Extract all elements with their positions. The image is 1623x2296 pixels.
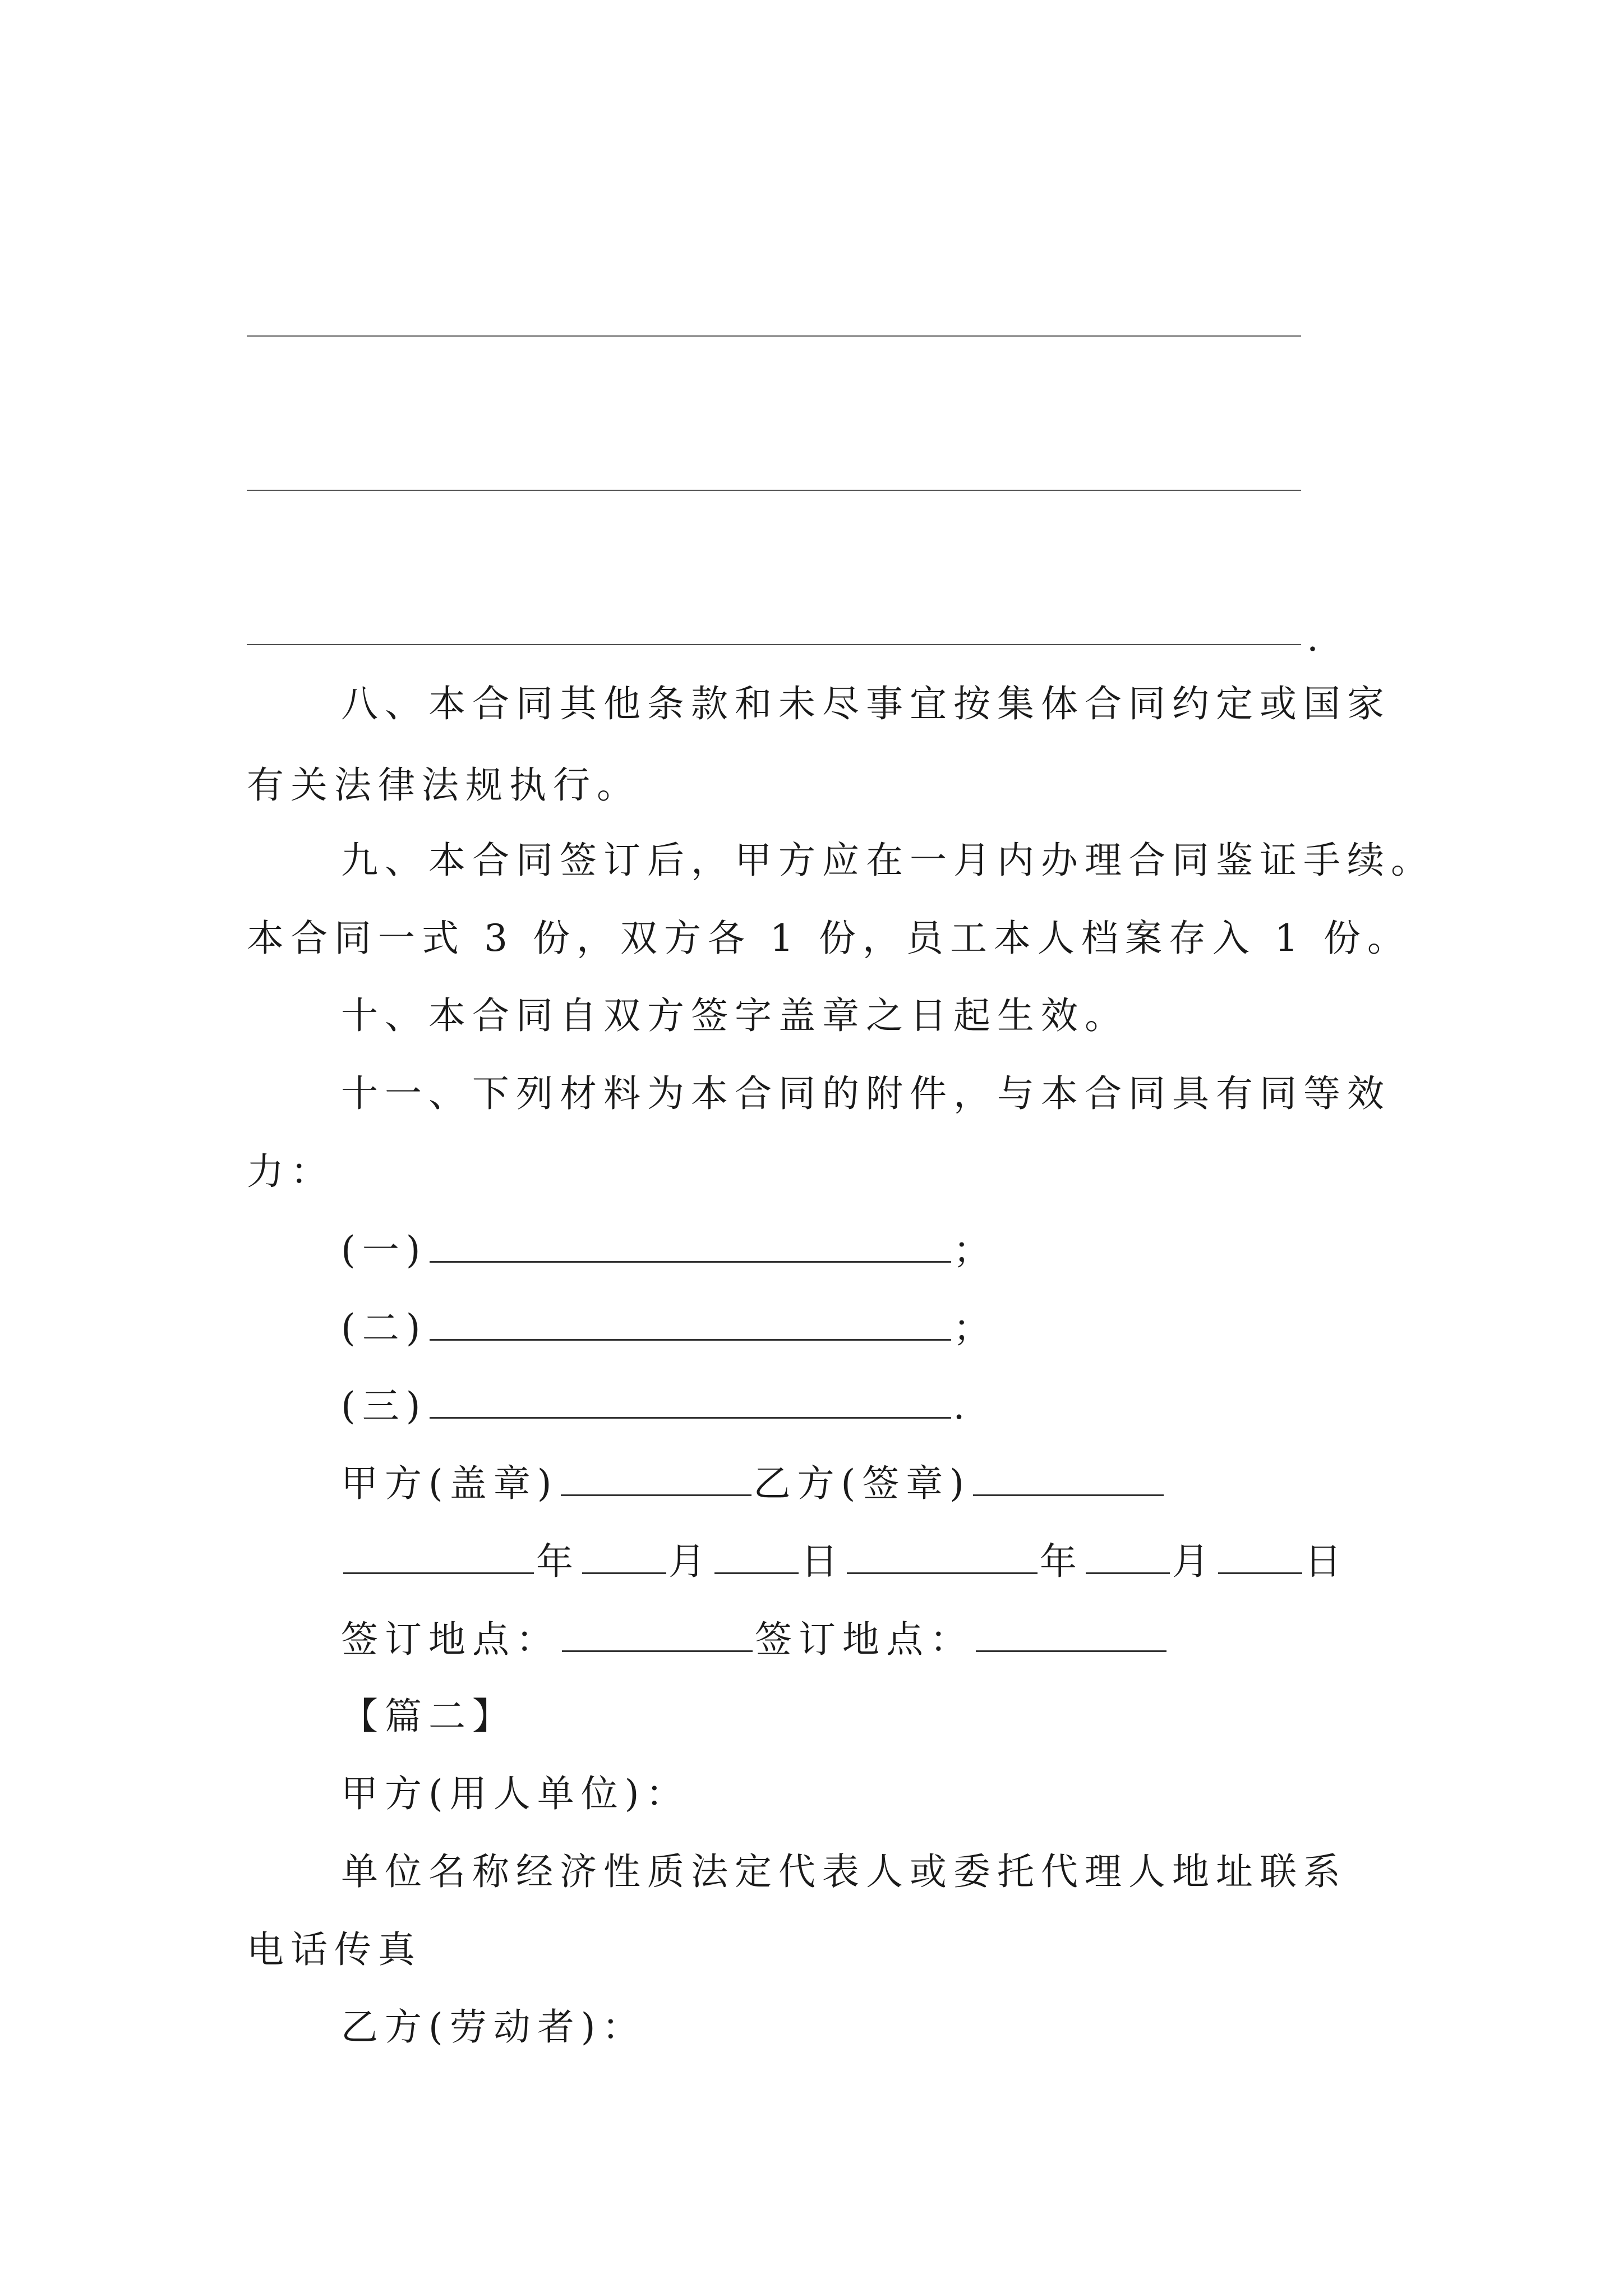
party-a-day-label: 日 (801, 1540, 845, 1583)
attachment-2-label: (二) (341, 1306, 427, 1350)
party-a-seal-label: 甲方(盖章) (341, 1462, 559, 1505)
party-b-month-label: 月 (1172, 1540, 1216, 1583)
attachment-1-blank (430, 1231, 951, 1263)
signature-date-row (341, 1540, 1348, 1583)
party-b-place-label: 签订地点： (755, 1618, 974, 1661)
signature-parties-row (341, 1462, 1166, 1505)
section-2-unit-info-line-1: 单位名称经济性质法定代表人或委托代理人地址联系 (341, 1850, 1347, 1893)
attachment-2-end: ； (953, 1306, 997, 1350)
party-b-sign-blank (973, 1464, 1164, 1496)
party-b-year-label: 年 (1040, 1540, 1083, 1583)
party-a-year-blank (343, 1542, 534, 1574)
clause-8-line-1: 八、本合同其他条款和未尽事宜按集体合同约定或国家 (341, 682, 1391, 725)
clause-11-line-1: 十一、下列材料为本合同的附件，与本合同具有同等效 (341, 1072, 1391, 1115)
party-a-seal-blank (561, 1464, 751, 1496)
attachment-2-blank (430, 1309, 951, 1341)
attachment-3-label: (三) (341, 1384, 427, 1428)
section-2-party-b: 乙方(劳动者)： (341, 2005, 646, 2049)
attachment-1-end: ； (953, 1228, 997, 1272)
blank-rule-3 (247, 644, 1301, 645)
party-b-day-label: 日 (1304, 1540, 1348, 1583)
party-b-day-blank (1218, 1542, 1302, 1574)
attachment-3-blank (430, 1387, 951, 1419)
party-a-day-blank (714, 1542, 799, 1574)
clause-8-line-2: 有关法律法规执行。 (247, 763, 640, 807)
party-b-sign-label: 乙方(签章) (753, 1462, 971, 1505)
blank-rule-1 (247, 335, 1301, 337)
section-2-heading: 【篇二】 (341, 1695, 516, 1738)
party-b-month-blank (1086, 1542, 1170, 1574)
blank-rule-2 (247, 490, 1301, 491)
attachment-1-label: (一) (341, 1228, 427, 1272)
attachment-3 (341, 1384, 972, 1428)
clause-9-line-1: 九、本合同签订后，甲方应在一月内办理合同鉴证手续。 (341, 839, 1435, 882)
attachment-3-end: . (953, 1384, 972, 1428)
party-a-month-blank (582, 1542, 666, 1574)
party-b-place-blank (976, 1620, 1166, 1652)
attachment-1 (341, 1228, 997, 1272)
party-a-place-label: 签订地点： (341, 1618, 560, 1661)
signing-place-row (341, 1618, 1169, 1661)
party-a-place-blank (562, 1620, 753, 1652)
attachment-2 (341, 1306, 997, 1350)
party-a-month-label: 月 (668, 1540, 712, 1583)
clause-9-line-2: 本合同一式 3 份，双方各 1 份，员工本人档案存入 1 份。 (247, 917, 1411, 960)
clause-11-line-2: 力： (247, 1150, 334, 1193)
rule-end-period: . (1307, 616, 1318, 660)
party-a-year-label: 年 (536, 1540, 580, 1583)
clause-10: 十、本合同自双方签字盖章之日起生效。 (341, 994, 1128, 1037)
section-2-unit-info-line-2: 电话传真 (247, 1928, 422, 1971)
section-2-party-a: 甲方(用人单位)： (341, 1772, 690, 1815)
party-b-year-blank (847, 1542, 1038, 1574)
